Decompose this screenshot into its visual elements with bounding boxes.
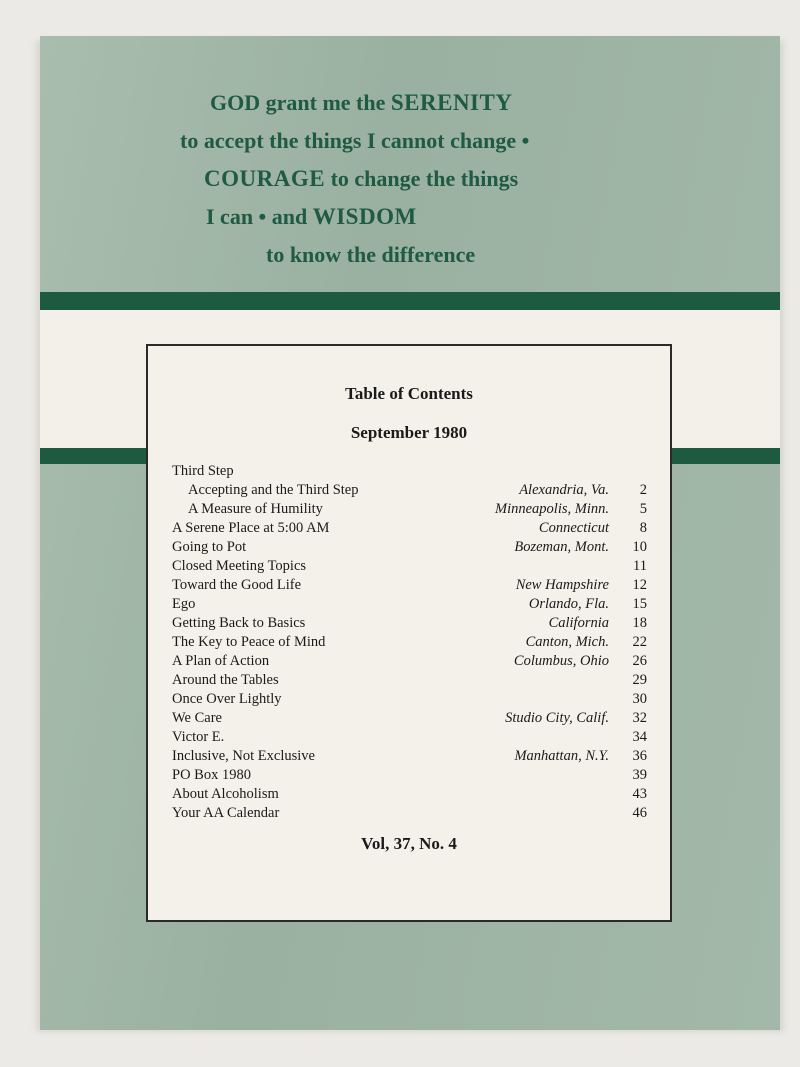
toc-entry — [172, 804, 647, 823]
toc-entry — [172, 728, 647, 747]
toc-entry-location: Minneapolis, Minn. — [495, 501, 609, 517]
toc-entry — [172, 481, 647, 500]
toc-entry-page: 22 — [632, 634, 647, 650]
toc-entry — [172, 709, 647, 728]
prayer-line-5: to know the difference — [266, 242, 476, 267]
toc-entry — [172, 633, 647, 652]
toc-entry-location: California — [548, 615, 609, 631]
toc-entry-title: Ego — [172, 596, 196, 612]
toc-entry-page: 18 — [632, 615, 647, 631]
toc-entry-title: Around the Tables — [172, 672, 279, 688]
toc-entry-page: 12 — [632, 577, 647, 593]
toc-entry-page: 36 — [632, 748, 647, 764]
toc-entry-title: Victor E. — [172, 729, 225, 745]
toc-entry-title: Accepting and the Third Step — [188, 482, 359, 498]
toc-entry-title: PO Box 1980 — [172, 767, 251, 783]
toc-date: September 1980 — [350, 423, 468, 442]
prayer-line-3: COURAGE to change the things — [204, 166, 519, 191]
toc-entry-page: 15 — [632, 596, 647, 612]
toc-entry-location: Manhattan, N.Y. — [514, 748, 609, 764]
toc-entries — [172, 462, 647, 823]
toc-entry — [172, 671, 647, 690]
toc-entry — [172, 538, 647, 557]
toc-entry — [172, 595, 647, 614]
toc-entry-title: Getting Back to Basics — [172, 615, 306, 631]
toc-entry-title: A Serene Place at 5:00 AM — [172, 520, 330, 536]
toc-entry-title: Third Step — [172, 463, 234, 479]
prayer-line-2: to accept the things I cannot change • — [180, 128, 530, 153]
prayer-line-4: I can • and WISDOM — [206, 204, 417, 229]
toc-entry — [172, 652, 647, 671]
magazine-back-cover — [40, 36, 780, 1030]
toc-heading: Table of Contents — [345, 384, 473, 403]
toc-entry-title: A Plan of Action — [172, 653, 270, 669]
toc-entry-page: 32 — [632, 710, 647, 726]
toc-entry-page: 11 — [633, 558, 647, 574]
toc-entry-location: Studio City, Calif. — [505, 710, 609, 726]
toc-entry-page: 34 — [632, 729, 647, 745]
toc-entry — [172, 576, 647, 595]
toc-entry — [172, 614, 647, 633]
toc-entry — [172, 747, 647, 766]
toc-entry-title: Once Over Lightly — [172, 691, 282, 707]
toc-entry-page: 2 — [639, 482, 647, 498]
toc-entry-location: New Hampshire — [515, 577, 609, 593]
table-of-contents — [146, 344, 672, 922]
toc-entry-title: Going to Pot — [172, 539, 247, 555]
volume-number: Vol, 37, No. 4 — [361, 834, 457, 853]
toc-entry — [172, 519, 647, 538]
toc-entry-page: 46 — [632, 805, 647, 821]
toc-entry-page: 29 — [632, 672, 647, 688]
toc-entry — [172, 500, 647, 519]
toc-entry-title: Closed Meeting Topics — [172, 558, 307, 574]
toc-entry — [172, 690, 647, 709]
toc-entry — [172, 766, 647, 785]
toc-entry-page: 5 — [639, 501, 647, 517]
toc-entry-page: 39 — [632, 767, 647, 783]
toc-entry-location: Connecticut — [538, 520, 609, 536]
toc-entry-title: Toward the Good Life — [172, 577, 302, 593]
toc-entry-page: 26 — [632, 653, 647, 669]
green-stripe-top — [40, 292, 780, 310]
toc-entry — [172, 785, 647, 804]
toc-entry-title: About Alcoholism — [172, 786, 279, 802]
prayer-line-1: GOD grant me the SERENITY — [210, 90, 513, 115]
toc-entry-page: 30 — [632, 691, 647, 707]
toc-entry-page: 8 — [639, 520, 647, 536]
toc-entry-title: Inclusive, Not Exclusive — [172, 748, 315, 764]
toc-entry-location: Canton, Mich. — [525, 634, 609, 650]
toc-entry-title: Your AA Calendar — [172, 805, 280, 821]
toc-entry-title: The Key to Peace of Mind — [172, 634, 326, 650]
toc-entry-title: A Measure of Humility — [188, 501, 323, 517]
toc-entry-page: 43 — [632, 786, 647, 802]
toc-entry-location: Orlando, Fla. — [528, 596, 609, 612]
toc-entry-title: We Care — [172, 710, 222, 726]
toc-entry-location: Bozeman, Mont. — [514, 539, 609, 555]
toc-entry-location: Columbus, Ohio — [513, 653, 609, 669]
toc-entry — [172, 462, 647, 481]
toc-entry-location: Alexandria, Va. — [519, 482, 609, 498]
toc-entry — [172, 557, 647, 576]
toc-entry-page: 10 — [632, 539, 647, 555]
